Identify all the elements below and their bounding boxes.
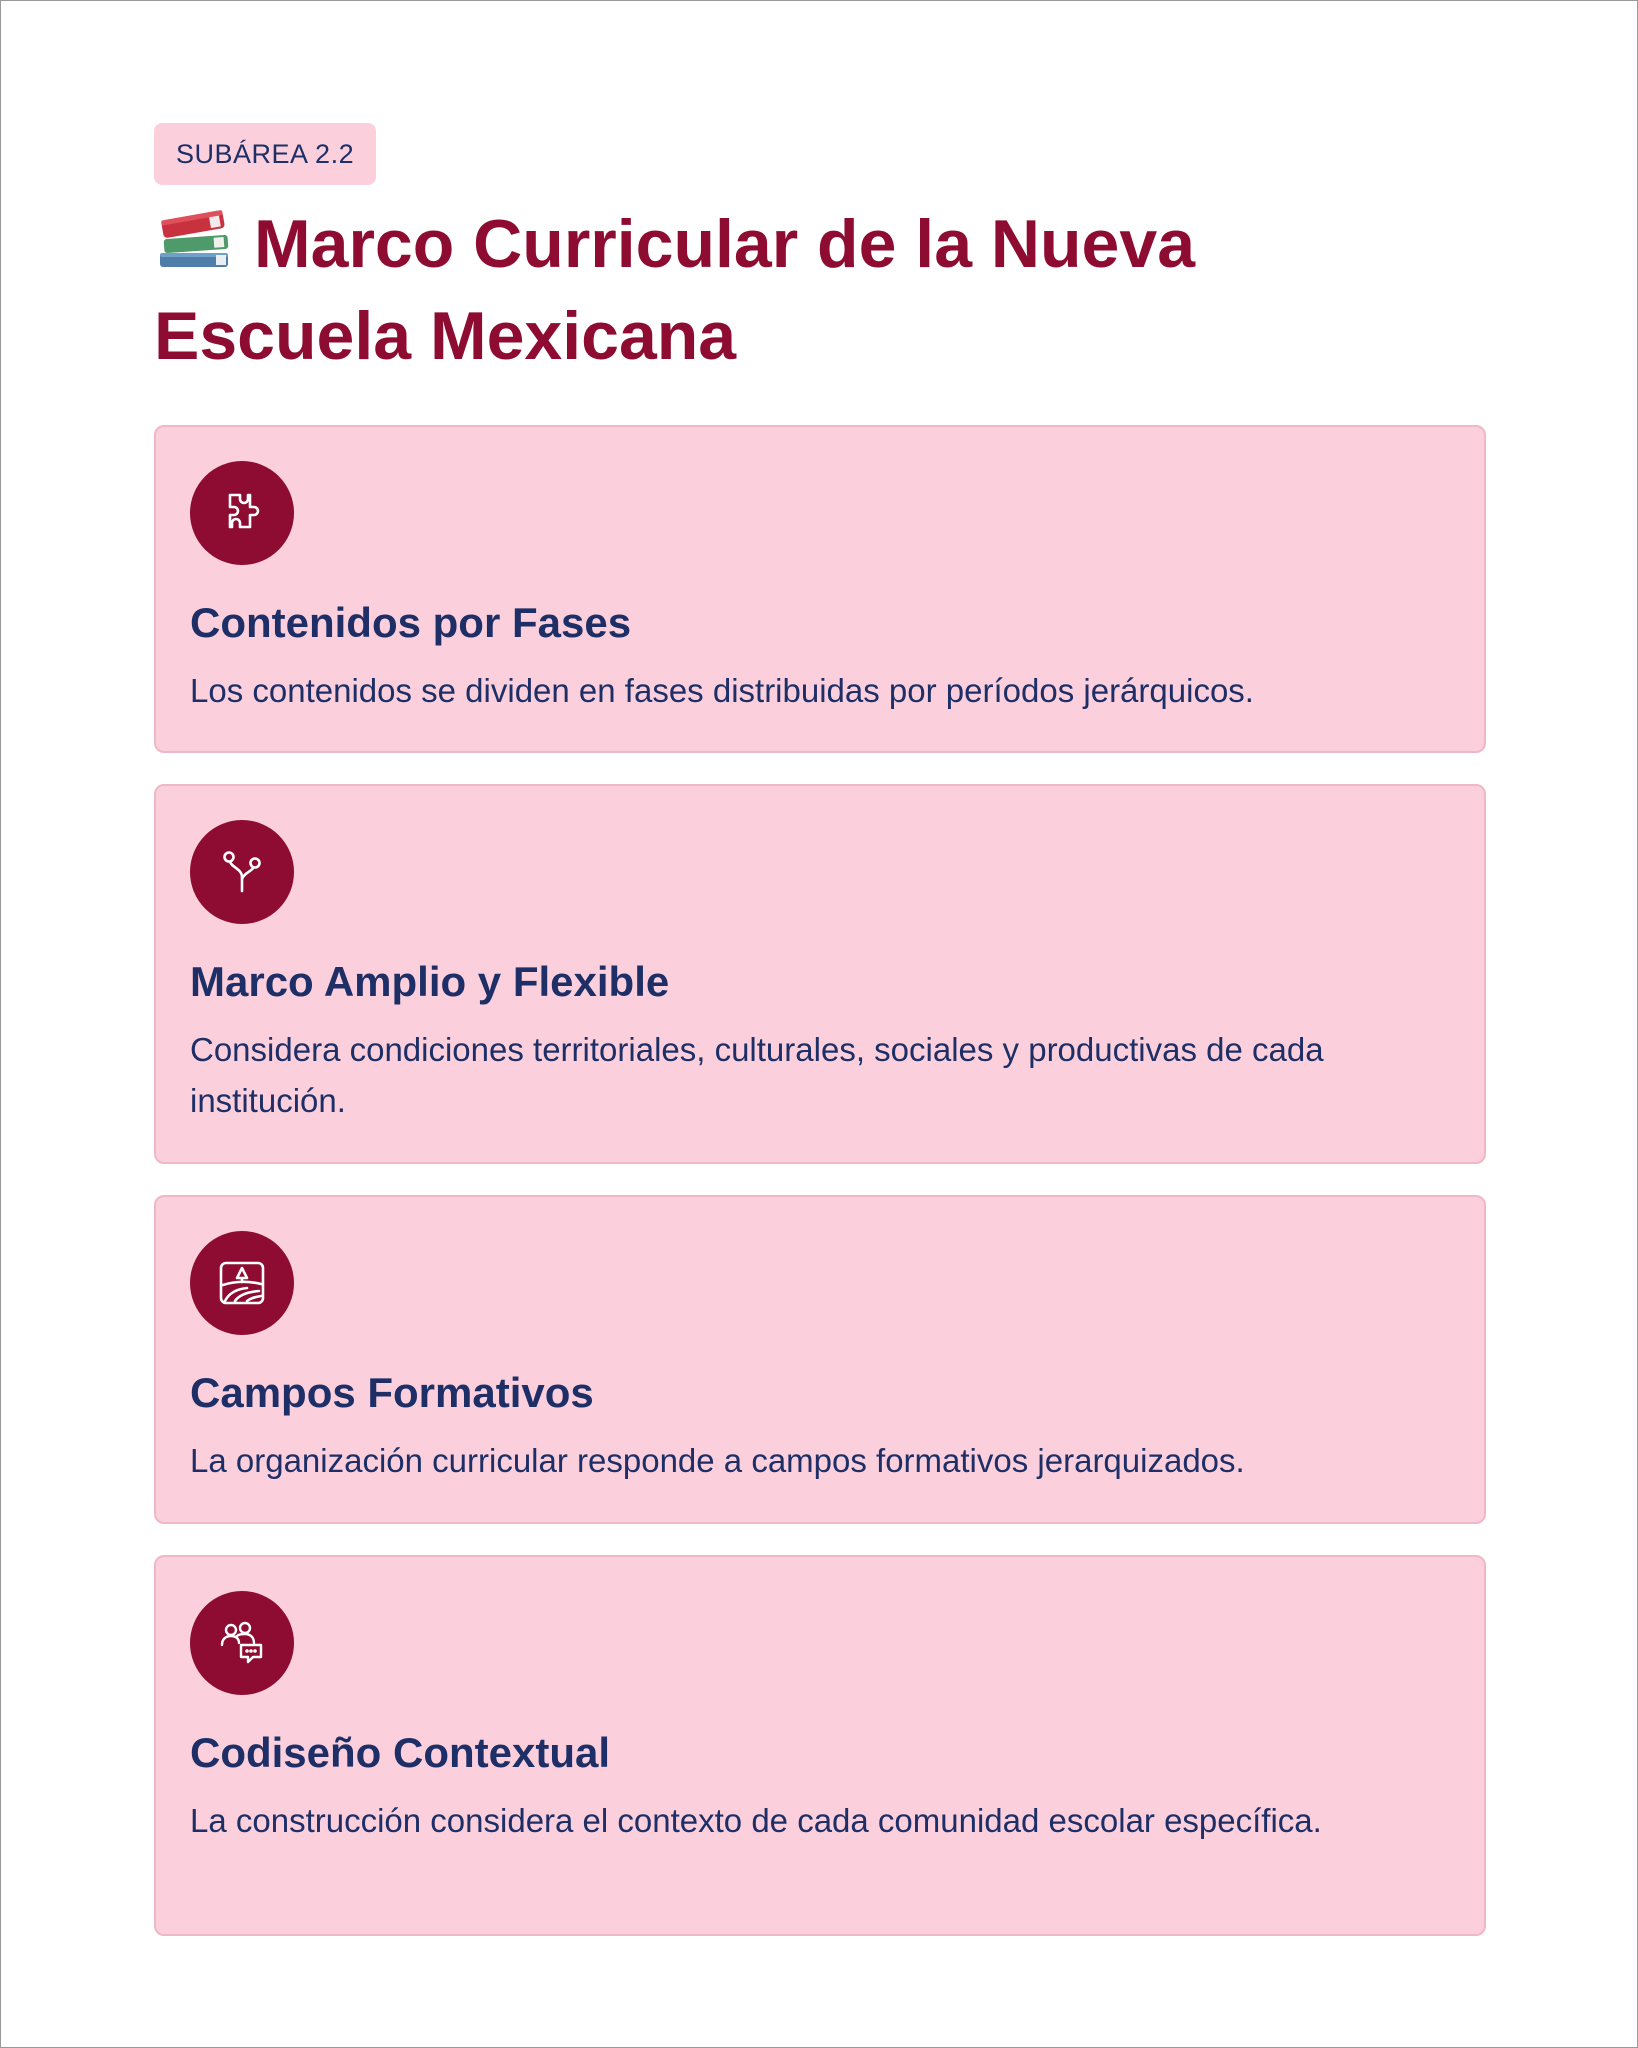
- card-title: Codiseño Contextual: [190, 1729, 611, 1776]
- card-title: Campos Formativos: [190, 1369, 594, 1416]
- branch-fork-icon: [220, 849, 264, 895]
- card-marco-amplio-y-flexible: [154, 784, 1486, 1164]
- subarea-badge: SUBÁREA 2.2: [154, 123, 376, 185]
- page-content: [154, 123, 1486, 1967]
- card-contenidos-por-fases: [154, 425, 1486, 753]
- card-icon-circle: [190, 461, 294, 565]
- card-title: Marco Amplio y Flexible: [190, 958, 670, 1005]
- card-icon-circle: [190, 820, 294, 924]
- card-description: Considera condiciones territoriales, culturales, sociales y productivas de cada institución.: [190, 1031, 1324, 1119]
- card-codiseno-contextual: [154, 1555, 1486, 1936]
- books-emoji-icon: [154, 203, 234, 293]
- puzzle-piece-icon: [222, 491, 262, 535]
- card-description: La organización curricular responde a campos formativos jerarquizados.: [190, 1442, 1245, 1479]
- card-icon-circle: [190, 1591, 294, 1695]
- card-description: Los contenidos se dividen en fases distribuidas por períodos jerárquicos.: [190, 672, 1254, 709]
- card-icon-circle: [190, 1231, 294, 1335]
- card-campos-formativos: [154, 1195, 1486, 1524]
- page-title: [154, 201, 1454, 379]
- landscape-field-icon: [217, 1259, 267, 1307]
- page-title-text: Marco Curricular de la Nueva Escuela Mexicana: [154, 206, 1196, 374]
- card-title: Contenidos por Fases: [190, 599, 632, 646]
- people-chat-icon: [217, 1619, 267, 1667]
- cards-list: [154, 425, 1486, 1936]
- card-description: La construcción considera el contexto de cada comunidad escolar específica.: [190, 1802, 1322, 1839]
